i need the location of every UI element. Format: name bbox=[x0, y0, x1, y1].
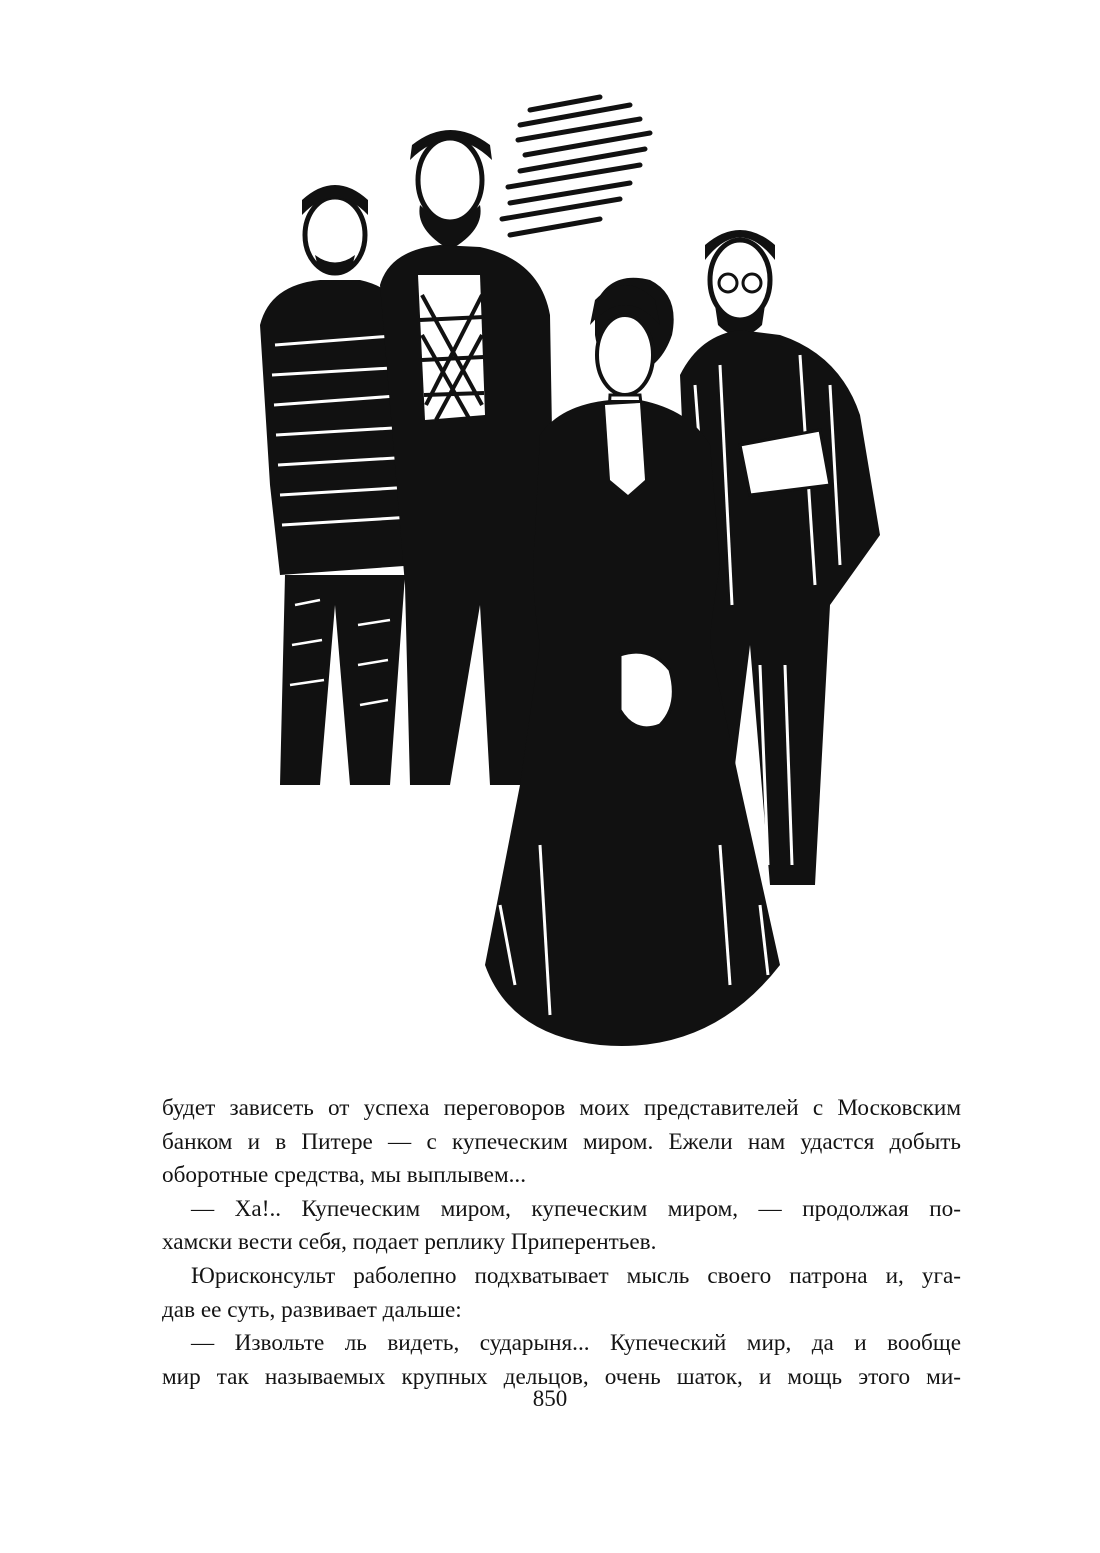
light-hatching bbox=[502, 97, 650, 235]
text-line: — Извольте ль видеть, сударыня... Купеческий мир, да и вообще bbox=[191, 1330, 961, 1357]
text-line: — Ха!.. Купеческим миром, купеческим миром, — продолжая по- bbox=[191, 1195, 961, 1222]
text-line: банком и в Питере — с купеческим миром. Ежели нам удастся добыть bbox=[162, 1128, 961, 1155]
text-line: хамски вести себя, подает реплику Приперентьев. bbox=[162, 1229, 657, 1256]
text-line: мир так называемых крупных дельцов, очень шаток, и мощь этого ми- bbox=[162, 1363, 961, 1390]
woodcut-illustration bbox=[240, 85, 900, 1060]
text-line: дав ее суть, развивает дальше: bbox=[162, 1296, 462, 1323]
body-text bbox=[162, 1092, 961, 1394]
text-line: Юрисконсульт раболепно подхватывает мысль своего патрона и, уга- bbox=[191, 1262, 961, 1289]
text-line: оборотные средства, мы выплывем... bbox=[162, 1162, 527, 1189]
page-number: 850 bbox=[532, 1386, 568, 1411]
text-line: будет зависеть от успеха переговоров моих представителей с Московским bbox=[162, 1095, 961, 1121]
figure-tall-man bbox=[380, 130, 555, 785]
woodcut-illustration-icon bbox=[240, 85, 900, 1060]
